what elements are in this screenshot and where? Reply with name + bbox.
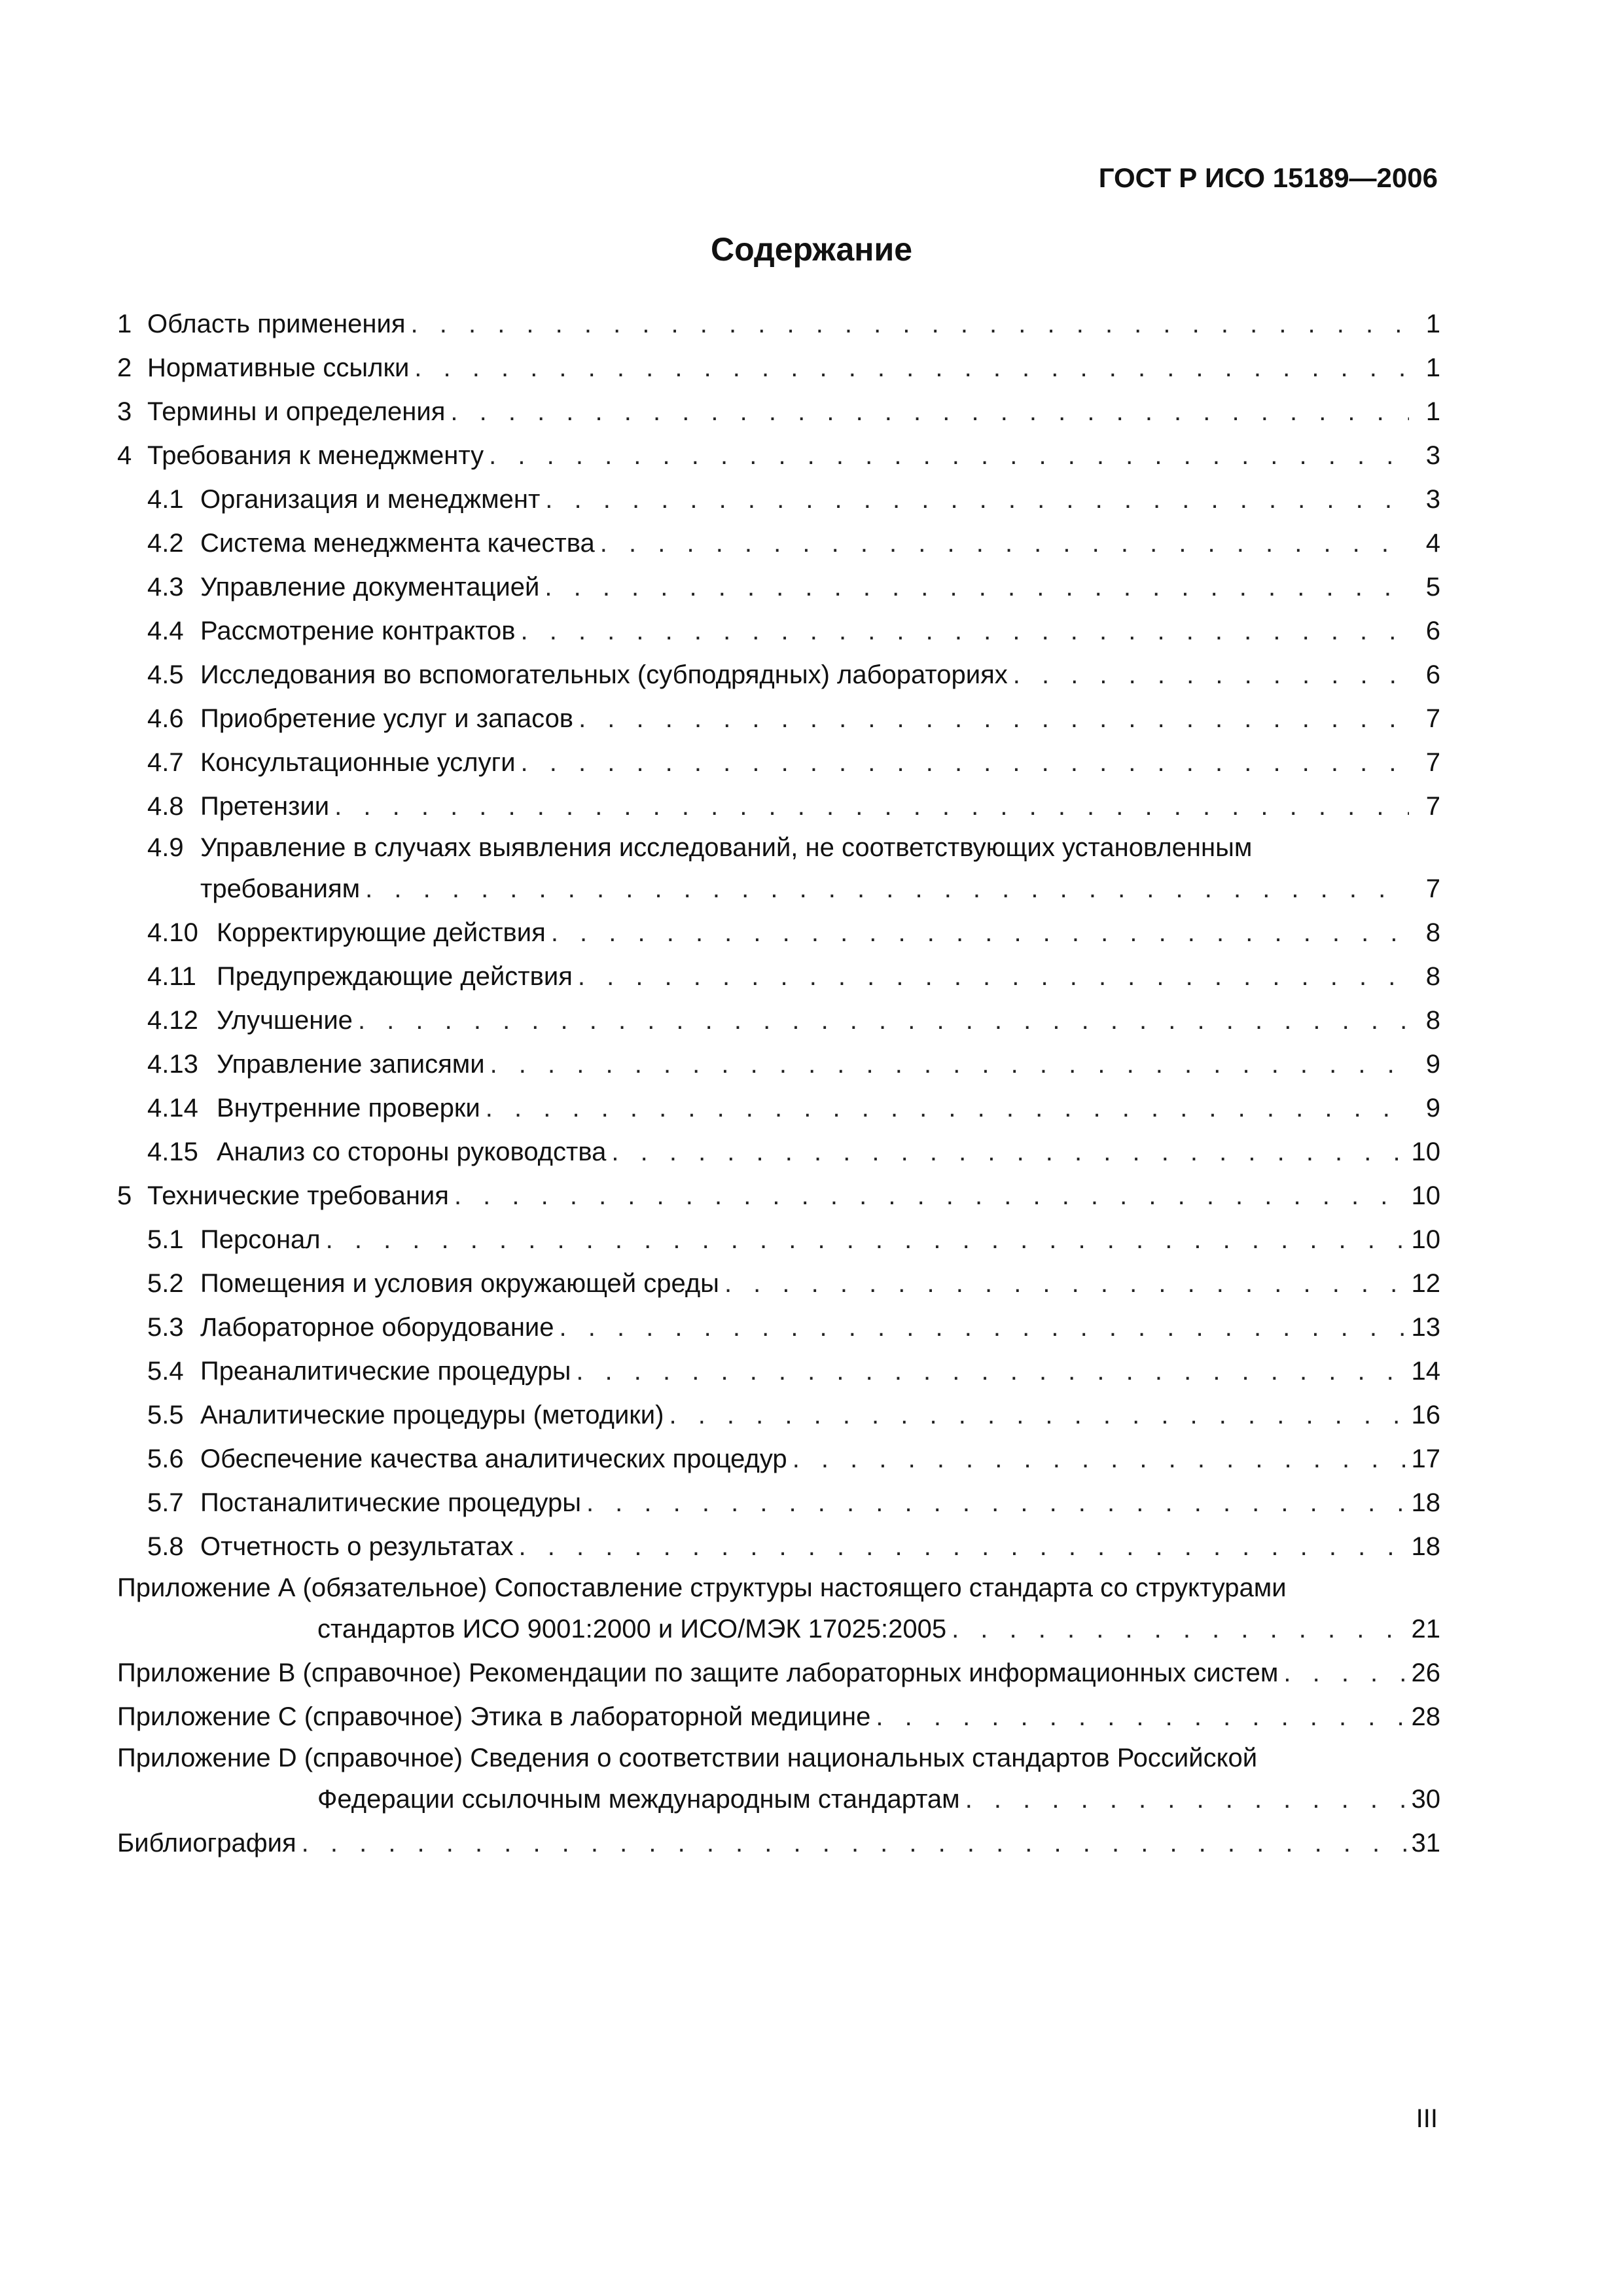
toc-entry-5-2[interactable] — [117, 1262, 1440, 1306]
toc-entry-4-6[interactable] — [117, 697, 1440, 741]
toc-entry-4-13[interactable] — [117, 1043, 1440, 1086]
toc-entry-4-15[interactable] — [117, 1130, 1440, 1174]
toc-page: 18 — [1411, 1532, 1440, 1561]
toc-number: 5.8 — [147, 1532, 184, 1561]
toc-number: 4.10 — [147, 918, 198, 947]
toc-number: 4.8 — [147, 792, 184, 821]
toc-number: 4.2 — [147, 529, 184, 558]
toc-text: Термины и определения — [147, 397, 446, 426]
toc-text: Организация и менеджмент — [200, 485, 541, 514]
toc-number: 4.13 — [147, 1050, 198, 1079]
toc-page: 6 — [1425, 617, 1440, 645]
toc-text: Требования к менеджменту — [147, 441, 484, 470]
toc-entry-2[interactable] — [117, 346, 1440, 390]
toc-entry-3[interactable] — [117, 390, 1440, 434]
dot-leader — [952, 1607, 1406, 1651]
dot-leader — [578, 955, 1409, 999]
dot-leader — [611, 1130, 1406, 1174]
toc-text: Обеспечение качества аналитических процедур — [200, 1444, 787, 1473]
toc-page: 7 — [1425, 874, 1440, 903]
toc-entry-appendix-d[interactable] — [117, 1739, 1440, 1821]
dot-leader — [450, 390, 1409, 434]
toc-page: 7 — [1425, 748, 1440, 777]
toc-number: 5.3 — [147, 1313, 184, 1342]
toc-entry-5-3[interactable] — [117, 1306, 1440, 1350]
dot-leader — [724, 1262, 1406, 1306]
toc-number: 4.6 — [147, 704, 184, 733]
dot-leader — [1013, 653, 1409, 697]
toc-entry-4-14[interactable] — [117, 1086, 1440, 1130]
toc-text: Преаналитические процедуры — [200, 1357, 571, 1386]
toc-text: Технические требования — [147, 1181, 449, 1210]
toc-page: 30 — [1411, 1785, 1440, 1814]
toc-text: Предупреждающие действия — [217, 962, 573, 991]
toc-number: 4.3 — [147, 573, 184, 601]
toc-entry-5-6[interactable] — [117, 1437, 1440, 1481]
toc-number: 5.2 — [147, 1269, 184, 1298]
dot-leader — [414, 346, 1409, 390]
toc-text: Отчетность о результатах — [200, 1532, 514, 1561]
dot-leader — [521, 741, 1409, 785]
toc-text: Аналитические процедуры (методики) — [200, 1401, 664, 1429]
toc-text: Претензии — [200, 792, 330, 821]
dot-leader — [489, 434, 1409, 478]
dot-leader — [600, 522, 1409, 565]
toc-entry-4-11[interactable] — [117, 955, 1440, 999]
toc-text-continued: требованиям — [200, 874, 361, 903]
toc-text: Библиография — [117, 1829, 296, 1857]
toc-text: Исследования во вспомогательных (субподрядных) лабораториях — [200, 660, 1008, 689]
toc-text: Приобретение услуг и запасов — [200, 704, 574, 733]
toc-page: 21 — [1411, 1615, 1440, 1643]
toc-number: 4.14 — [147, 1094, 198, 1122]
toc-number: 4.9 — [147, 833, 184, 862]
dot-leader — [1283, 1651, 1406, 1695]
dot-leader — [876, 1695, 1406, 1739]
dot-leader — [326, 1218, 1406, 1262]
toc-page: 26 — [1411, 1659, 1440, 1687]
dot-leader — [545, 478, 1409, 522]
toc-entry-4-10[interactable] — [117, 911, 1440, 955]
toc-number: 4.11 — [147, 962, 196, 991]
toc-number: 3 — [117, 397, 132, 426]
toc-page: 1 — [1425, 310, 1440, 338]
toc-entry-appendix-c[interactable] — [117, 1695, 1440, 1739]
toc-page: 1 — [1425, 353, 1440, 382]
toc-entry-bibliography[interactable] — [117, 1821, 1440, 1865]
toc-entry-4-9[interactable] — [117, 829, 1440, 911]
toc-text: Приложение А (обязательное) Сопоставление структуры настоящего стандарта со структурами — [117, 1573, 1287, 1602]
toc-text: Анализ со стороны руководства — [217, 1138, 607, 1166]
toc-text: Корректирующие действия — [217, 918, 546, 947]
toc-page: 8 — [1425, 962, 1440, 991]
toc-text: Приложение D (справочное) Сведения о соответствии национальных стандартов Российской — [117, 1744, 1258, 1772]
toc-text: Управление записями — [217, 1050, 485, 1079]
toc-page: 17 — [1411, 1444, 1440, 1473]
toc-entry-appendix-b[interactable] — [117, 1651, 1440, 1695]
toc-entry-5-7[interactable] — [117, 1481, 1440, 1525]
page-title: Содержание — [710, 231, 913, 268]
toc-entry-5-4[interactable] — [117, 1350, 1440, 1393]
toc-entry-4-2[interactable] — [117, 522, 1440, 565]
dot-leader — [358, 999, 1409, 1043]
toc-page: 3 — [1425, 485, 1440, 514]
toc-text-continued: Федерации ссылочным международным стандартам — [317, 1785, 960, 1814]
toc-page: 1 — [1425, 397, 1440, 426]
dot-leader — [302, 1821, 1406, 1865]
table-of-contents — [117, 302, 1440, 1865]
toc-page: 16 — [1411, 1401, 1440, 1429]
toc-text: Постаналитические процедуры — [200, 1488, 581, 1517]
toc-text: Улучшение — [217, 1006, 353, 1035]
toc-text: Консультационные услуги — [200, 748, 516, 777]
toc-page: 13 — [1411, 1313, 1440, 1342]
toc-page: 3 — [1425, 441, 1440, 470]
toc-entry-1[interactable] — [117, 302, 1440, 346]
dot-leader — [486, 1086, 1409, 1130]
dot-leader — [576, 1350, 1406, 1393]
toc-page: 28 — [1411, 1702, 1440, 1731]
toc-number: 1 — [117, 310, 132, 338]
dot-leader — [411, 302, 1409, 346]
toc-page: 12 — [1411, 1269, 1440, 1298]
toc-text: Персонал — [200, 1225, 321, 1254]
toc-entry-4-8[interactable] — [117, 785, 1440, 829]
toc-number: 5 — [117, 1181, 132, 1210]
toc-page: 8 — [1425, 918, 1440, 947]
toc-text: Нормативные ссылки — [147, 353, 410, 382]
toc-number: 4.7 — [147, 748, 184, 777]
dot-leader — [551, 911, 1409, 955]
toc-number: 4.5 — [147, 660, 184, 689]
document-id: ГОСТ Р ИСО 15189—2006 — [1098, 162, 1438, 193]
page-number: III — [1416, 2104, 1438, 2133]
toc-page: 31 — [1411, 1829, 1440, 1857]
toc-text: Приложение С (справочное) Этика в лабораторной медицине — [117, 1702, 871, 1731]
toc-number: 2 — [117, 353, 132, 382]
toc-text: Рассмотрение контрактов — [200, 617, 516, 645]
toc-entry-4-7[interactable] — [117, 741, 1440, 785]
toc-page: 10 — [1411, 1138, 1440, 1166]
dot-leader — [586, 1481, 1406, 1525]
toc-entry-4-1[interactable] — [117, 478, 1440, 522]
toc-entry-5[interactable] — [117, 1174, 1440, 1218]
toc-page: 9 — [1425, 1094, 1440, 1122]
dot-leader — [365, 867, 1409, 911]
toc-entry-4-5[interactable] — [117, 653, 1440, 697]
toc-text: Управление документацией — [200, 573, 540, 601]
toc-text: Лабораторное оборудование — [200, 1313, 554, 1342]
toc-number: 4.4 — [147, 617, 184, 645]
dot-leader — [334, 785, 1409, 829]
toc-number: 5.4 — [147, 1357, 184, 1386]
dot-leader — [520, 609, 1409, 653]
toc-page: 4 — [1425, 529, 1440, 558]
toc-number: 4 — [117, 441, 132, 470]
dot-leader — [793, 1437, 1406, 1481]
dot-leader — [454, 1174, 1406, 1218]
dot-leader — [965, 1778, 1406, 1821]
toc-number: 4.1 — [147, 485, 184, 514]
toc-entry-5-8[interactable] — [117, 1525, 1440, 1569]
toc-entry-4-4[interactable] — [117, 609, 1440, 653]
toc-number: 4.12 — [147, 1006, 198, 1035]
dot-leader — [490, 1043, 1409, 1086]
toc-page: 5 — [1425, 573, 1440, 601]
toc-text: Управление в случаях выявления исследований, не соответствующих установленным — [200, 833, 1253, 862]
toc-page: 14 — [1411, 1357, 1440, 1386]
toc-page: 7 — [1425, 792, 1440, 821]
toc-text: Внутренние проверки — [217, 1094, 480, 1122]
toc-page: 6 — [1425, 660, 1440, 689]
toc-text: Помещения и условия окружающей среды — [200, 1269, 719, 1298]
toc-number: 4.15 — [147, 1138, 198, 1166]
toc-entry-appendix-a[interactable] — [117, 1569, 1440, 1651]
toc-entry-5-1[interactable] — [117, 1218, 1440, 1262]
dot-leader — [544, 565, 1409, 609]
toc-page: 10 — [1411, 1225, 1440, 1254]
dot-leader — [560, 1306, 1406, 1350]
toc-page: 8 — [1425, 1006, 1440, 1035]
dot-leader — [579, 697, 1409, 741]
toc-page: 10 — [1411, 1181, 1440, 1210]
toc-text: Область применения — [147, 310, 406, 338]
toc-entry-4-3[interactable] — [117, 565, 1440, 609]
toc-text: Приложение В (справочное) Рекомендации по защите лабораторных информационных систем — [117, 1659, 1279, 1687]
dot-leader — [519, 1525, 1406, 1569]
toc-page: 18 — [1411, 1488, 1440, 1517]
toc-entry-4-12[interactable] — [117, 999, 1440, 1043]
toc-number: 5.7 — [147, 1488, 184, 1517]
toc-text-continued: стандартов ИСО 9001:2000 и ИСО/МЭК 17025:2005 — [317, 1615, 947, 1643]
toc-number: 5.6 — [147, 1444, 184, 1473]
toc-number: 5.1 — [147, 1225, 184, 1254]
dot-leader — [669, 1393, 1406, 1437]
toc-entry-5-5[interactable] — [117, 1393, 1440, 1437]
toc-number: 5.5 — [147, 1401, 184, 1429]
toc-entry-4[interactable] — [117, 434, 1440, 478]
toc-page: 9 — [1425, 1050, 1440, 1079]
toc-text: Система менеджмента качества — [200, 529, 595, 558]
toc-page: 7 — [1425, 704, 1440, 733]
